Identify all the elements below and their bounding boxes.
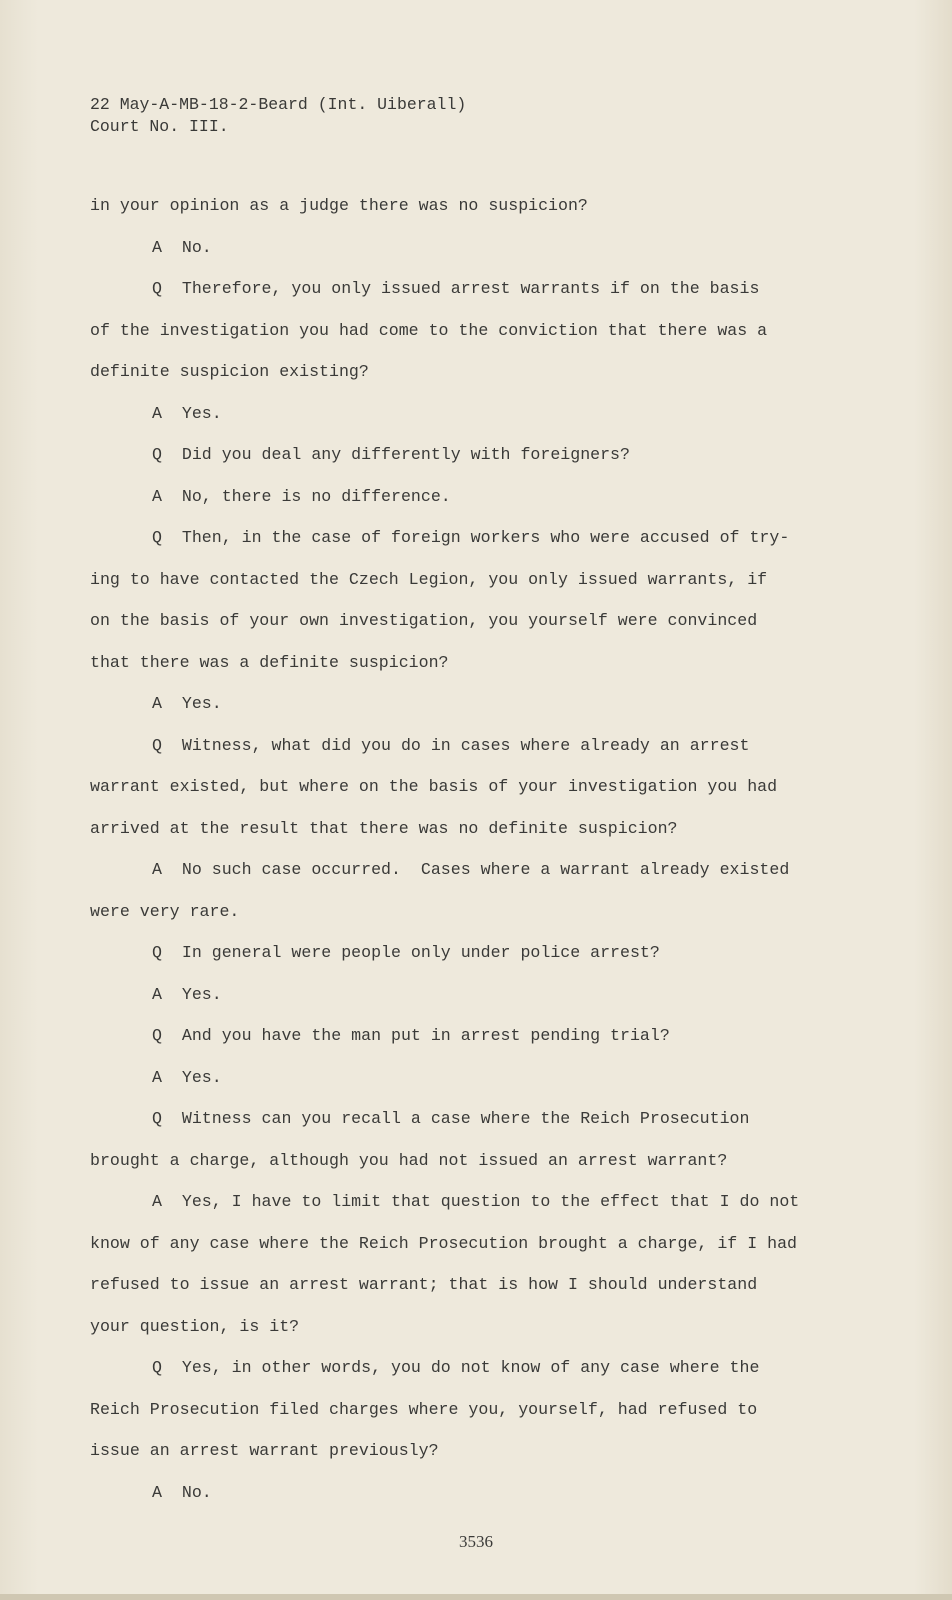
transcript-line: definite suspicion existing? — [90, 362, 369, 381]
transcript-line: A Yes, I have to limit that question to the effect that I do not — [152, 1192, 800, 1211]
transcript-line: Reich Prosecution filed charges where you, yourself, had refused to — [90, 1399, 758, 1419]
transcript-line: issue an arrest warrant previously? — [90, 1441, 439, 1460]
transcript-line: Q Then, in the case of foreign workers who were accused of try- — [152, 528, 790, 547]
transcript-line: A No, there is no difference. — [152, 486, 451, 506]
transcript-line: A No. — [152, 1482, 212, 1502]
transcript-line: Q Witness, what did you do in cases where already an arrest — [152, 735, 750, 755]
transcript-body — [90, 194, 799, 1522]
transcript-line: A No such case occurred. Cases where a warrant already existed — [152, 860, 790, 879]
header-court-line: Court No. III. — [90, 117, 229, 136]
transcript-line: Q Did you deal any differently with foreigners? — [152, 445, 630, 464]
transcript-line: A Yes. — [152, 984, 222, 1004]
transcript-line: refused to issue an arrest warrant; that is how I should understand — [90, 1275, 758, 1294]
transcript-line: A No. — [152, 237, 212, 257]
transcript-line: in your opinion as a judge there was no suspicion? — [90, 196, 588, 215]
transcript-line: brought a charge, although you had not issued an arrest warrant? — [90, 1150, 728, 1170]
transcript-line: A Yes. — [152, 403, 222, 423]
transcript-line: that there was a definite suspicion? — [90, 652, 449, 672]
transcript-line: Q In general were people only under police arrest? — [152, 943, 660, 962]
transcript-line: Q Yes, in other words, you do not know of any case where the — [152, 1358, 760, 1377]
page-number: 3536 — [459, 1532, 493, 1551]
page-bottom-edge — [0, 1594, 952, 1600]
transcript-line: A Yes. — [152, 694, 222, 713]
header-case-line: 22 May-A-MB-18-2-Beard (Int. Uiberall) — [90, 95, 467, 114]
transcript-line: warrant existed, but where on the basis of your investigation you had — [90, 777, 778, 796]
document-header — [90, 94, 466, 138]
transcript-line: your question, is it? — [90, 1316, 300, 1336]
transcript-line: know of any case where the Reich Prosecution brought a charge, if I had — [90, 1233, 798, 1253]
transcript-line: A Yes. — [152, 1067, 222, 1087]
transcript-line: of the investigation you had come to the conviction that there was a — [90, 320, 768, 340]
transcript-line: Q Therefore, you only issued arrest warrants if on the basis — [152, 279, 760, 298]
transcript-line: Q And you have the man put in arrest pending trial? — [152, 1026, 670, 1045]
transcript-line: ing to have contacted the Czech Legion, you only issued warrants, if — [90, 569, 768, 589]
transcript-line: were very rare. — [90, 901, 240, 921]
transcript-line: Q Witness can you recall a case where the Reich Prosecution — [152, 1109, 750, 1128]
transcript-line: arrived at the result that there was no definite suspicion? — [90, 818, 678, 838]
transcript-line: on the basis of your own investigation, you yourself were convinced — [90, 611, 758, 630]
